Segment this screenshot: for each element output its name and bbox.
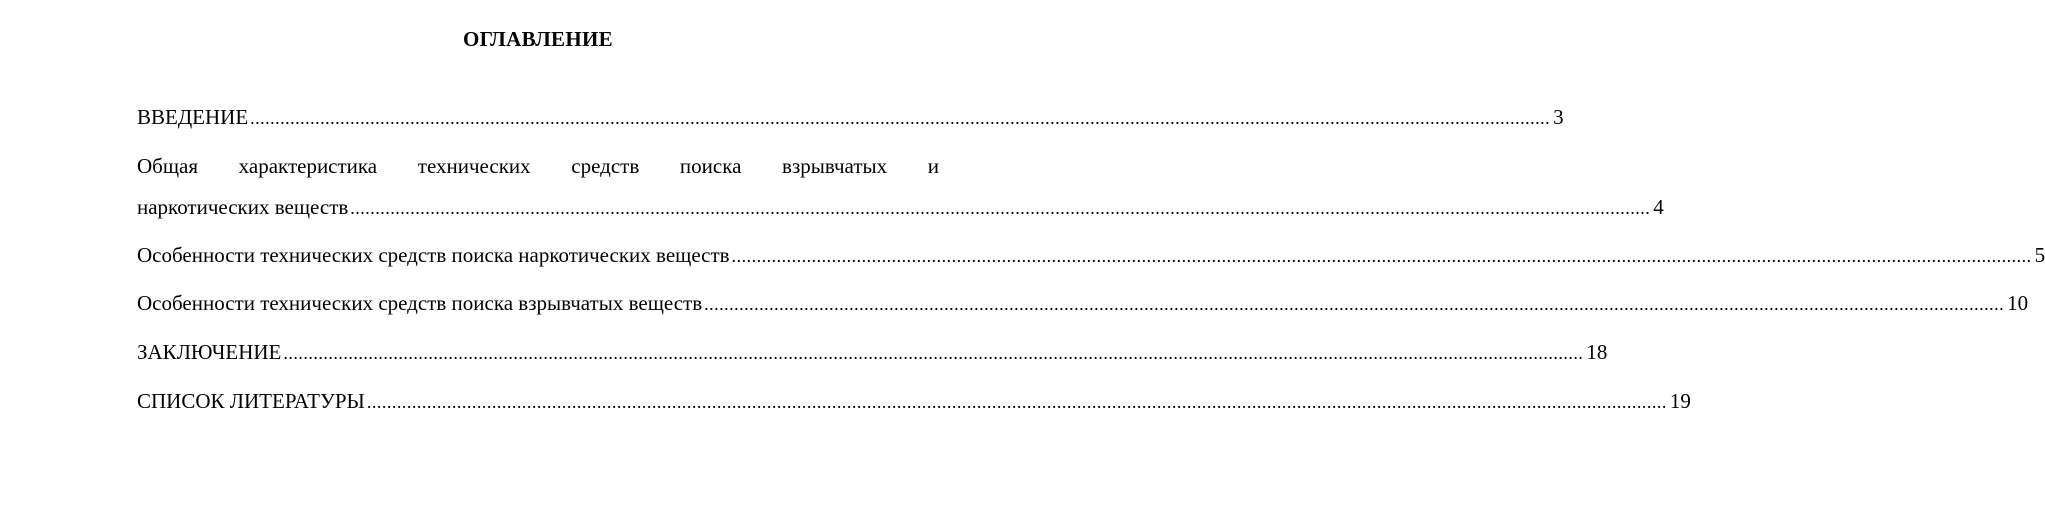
toc-entry-page: 19 bbox=[1669, 389, 1691, 413]
toc-word: и bbox=[927, 154, 939, 178]
dot-leader: .................................................................................................................................................................................................................................................................... bbox=[731, 246, 2032, 266]
toc-entry-page: 18 bbox=[1586, 340, 1608, 364]
toc-entry-conclusion[interactable] bbox=[137, 339, 1608, 365]
toc-entry-label: ЗАКЛЮЧЕНИЕ bbox=[137, 340, 282, 364]
toc-word: средств bbox=[571, 154, 640, 178]
toc-word: характеристика bbox=[238, 154, 378, 178]
toc-entry-label: ВВЕДЕНИЕ bbox=[137, 105, 249, 129]
toc-entry-page: 5 bbox=[2034, 243, 2045, 267]
toc-entry-general-characteristics[interactable] bbox=[137, 194, 1664, 220]
toc-entry-label: СПИСОК ЛИТЕРАТУРЫ bbox=[137, 389, 365, 413]
toc-entry-page: 3 bbox=[1553, 105, 1564, 129]
toc-entry-label: наркотических веществ bbox=[137, 195, 349, 219]
toc-entry-explosives-detection[interactable] bbox=[137, 290, 2029, 316]
toc-word: взрывчатых bbox=[782, 154, 888, 178]
dot-leader: .................................................................................................................................................................................................................................................................... bbox=[366, 392, 1667, 412]
toc-word: Общая bbox=[137, 154, 199, 178]
toc-entry-narcotics-detection[interactable] bbox=[137, 242, 2045, 268]
dot-leader: .................................................................................................................................................................................................................................................................... bbox=[250, 108, 1551, 128]
toc-entry-page: 4 bbox=[1653, 195, 1664, 219]
toc-word: поиска bbox=[679, 154, 742, 178]
toc-entry-page: 10 bbox=[2007, 291, 2029, 315]
toc-entry-label: Особенности технических средств поиска взрывчатых веществ bbox=[137, 291, 703, 315]
toc-entry-label: Особенности технических средств поиска наркотических веществ bbox=[137, 243, 730, 267]
toc-word: технических bbox=[417, 154, 531, 178]
dot-leader: .................................................................................................................................................................................................................................................................... bbox=[704, 294, 2005, 314]
toc-entry-general-characteristics-line1[interactable] bbox=[137, 153, 939, 179]
toc-entry-references[interactable] bbox=[137, 388, 1691, 414]
dot-leader: .................................................................................................................................................................................................................................................................... bbox=[283, 343, 1584, 363]
dot-leader: .................................................................................................................................................................................................................................................................... bbox=[350, 198, 1651, 218]
toc-entry-introduction[interactable] bbox=[137, 104, 1564, 130]
toc-title: ОГЛАВЛЕНИЕ bbox=[463, 27, 613, 51]
